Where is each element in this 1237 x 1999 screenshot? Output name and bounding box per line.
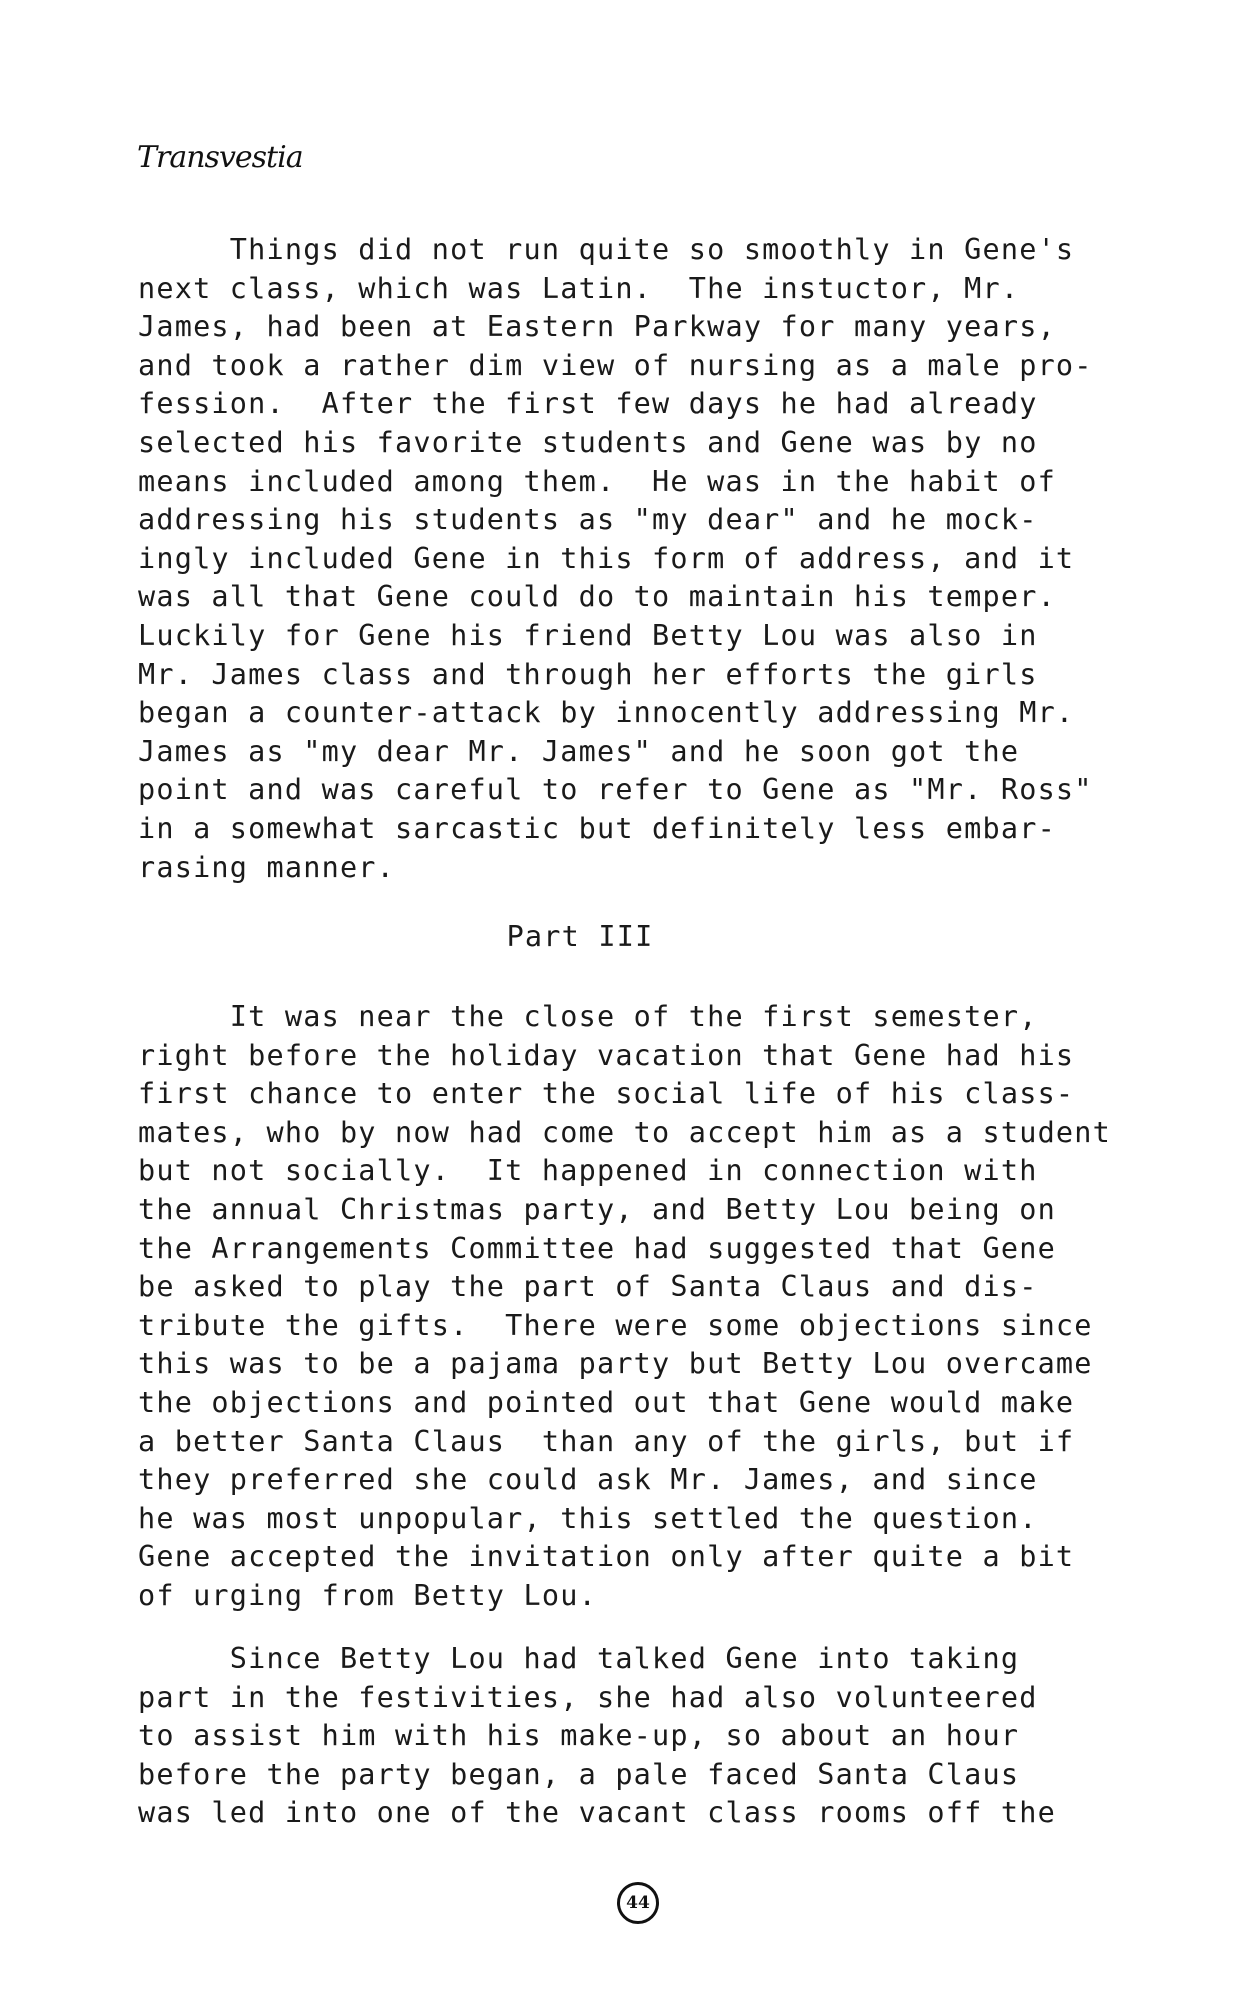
text-line: point and was careful to refer to Gene as "Mr. Ross" — [138, 773, 1093, 807]
text-line: Things did not run quite so smoothly in Gene's — [138, 233, 1075, 266]
text-line: tribute the gifts. There were some objections since — [138, 1308, 1093, 1342]
text-line: part in the festivities, she had also volunteered — [138, 1680, 1038, 1714]
text-line: was all that Gene could do to maintain his temper. — [138, 580, 1056, 614]
text-line: James, had been at Eastern Parkway for many years, — [138, 310, 1056, 344]
text-line: fession. After the first few days he had already — [138, 387, 1038, 421]
text-line: they preferred she could ask Mr. James, and since — [138, 1463, 1038, 1497]
text-line: Mr. James class and through her efforts the girls — [138, 657, 1038, 691]
text-line: this was to be a pajama party but Betty Lou overcame — [138, 1347, 1093, 1381]
text-line: mates, who by now had come to accept him as a student — [138, 1115, 1111, 1149]
text-line: in a somewhat sarcastic but definitely less embar- — [138, 811, 1056, 845]
text-line: selected his favorite students and Gene was by no — [138, 425, 1038, 459]
text-line: and took a rather dim view of nursing as a male pro- — [138, 348, 1093, 382]
running-header: Transvestia — [137, 140, 303, 175]
paragraph-3 — [138, 1640, 1158, 1833]
text-line: James as "my dear Mr. James" and he soon got the — [138, 734, 1020, 768]
text-line: was led into one of the vacant class rooms off the — [138, 1796, 1056, 1830]
text-line: began a counter-attack by innocently addressing Mr. — [138, 696, 1075, 730]
page-number: 44 — [617, 1882, 659, 1924]
text-line: be asked to play the part of Santa Claus and dis- — [138, 1270, 1038, 1304]
text-line: the annual Christmas party, and Betty Lou being on — [138, 1192, 1056, 1226]
text-line: rasing manner. — [138, 850, 396, 884]
text-line: he was most unpopular, this settled the question. — [138, 1501, 1038, 1535]
paragraph-2 — [138, 998, 1158, 1616]
text-line: means included among them. He was in the habit of — [138, 464, 1056, 498]
text-line: a better Santa Claus than any of the girls, but if — [138, 1424, 1075, 1458]
section-heading: Part III — [506, 920, 654, 953]
paragraph-1 — [138, 231, 1158, 887]
text-line: of urging from Betty Lou. — [138, 1578, 597, 1612]
text-line: but not socially. It happened in connection with — [138, 1154, 1038, 1188]
text-line: the objections and pointed out that Gene would make — [138, 1385, 1075, 1419]
text-line: ingly included Gene in this form of address, and it — [138, 541, 1075, 575]
text-line: Luckily for Gene his friend Betty Lou was also in — [138, 618, 1038, 652]
text-line: addressing his students as "my dear" and he mock- — [138, 503, 1038, 537]
text-line: It was near the close of the first semester, — [138, 1000, 1038, 1033]
text-line: the Arrangements Committee had suggested that Gene — [138, 1231, 1056, 1265]
text-line: before the party began, a pale faced Santa Claus — [138, 1757, 1020, 1791]
text-line: Since Betty Lou had talked Gene into taking — [138, 1642, 1020, 1675]
text-line: right before the holiday vacation that Gene had his — [138, 1038, 1075, 1072]
text-line: first chance to enter the social life of his class- — [138, 1077, 1075, 1111]
text-line: next class, which was Latin. The instuctor, Mr. — [138, 271, 1020, 305]
text-line: Gene accepted the invitation only after quite a bit — [138, 1540, 1075, 1574]
text-line: to assist him with his make-up, so about an hour — [138, 1719, 1020, 1753]
